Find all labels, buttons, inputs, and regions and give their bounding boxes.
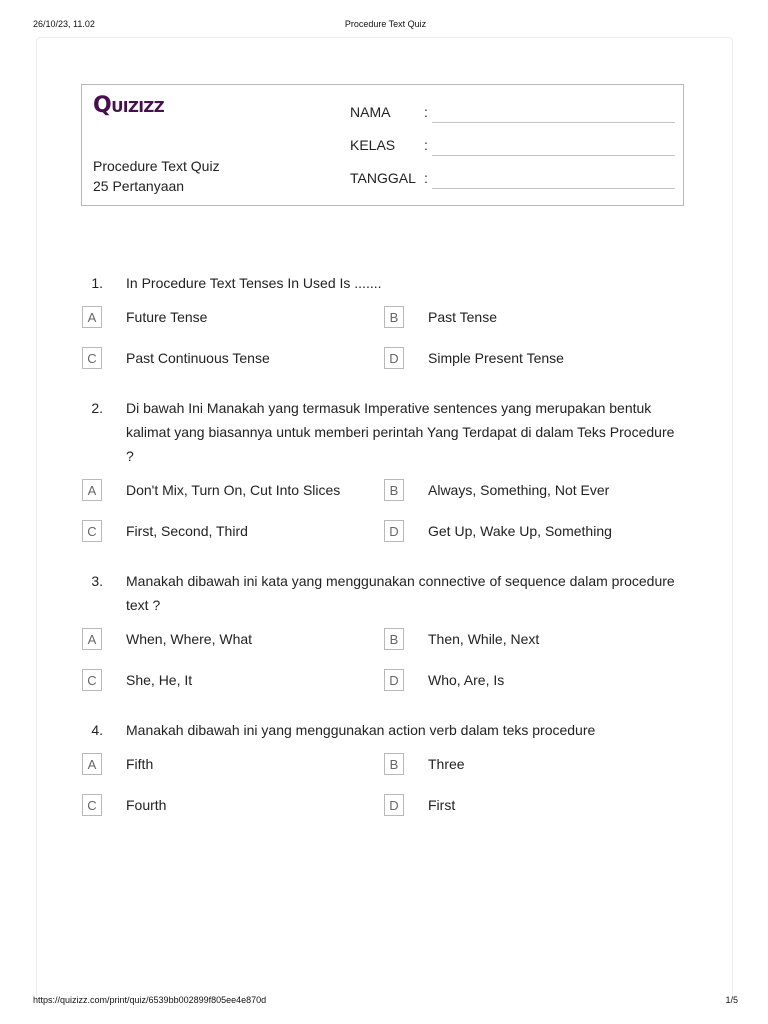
option-letter: A: [82, 628, 102, 650]
quiz-header-box: [81, 84, 684, 206]
date-line[interactable]: [432, 188, 675, 189]
option-letter: C: [82, 520, 102, 542]
option-a[interactable]: [81, 305, 371, 329]
option-text: She, He, It: [126, 672, 193, 688]
option-list: [81, 478, 691, 560]
option-row: [81, 668, 691, 709]
option-text: Don't Mix, Turn On, Cut Into Slices: [126, 482, 341, 498]
option-letter: B: [384, 628, 404, 650]
option-text: When, Where, What: [126, 631, 253, 647]
question-item: [81, 709, 691, 834]
option-text: Past Tense: [428, 309, 498, 325]
question-text: Manakah dibawah ini yang menggunakan action verb dalam teks procedure: [126, 722, 596, 738]
option-letter: A: [82, 479, 102, 501]
option-a[interactable]: [81, 478, 371, 502]
option-row: [81, 478, 691, 519]
option-row: [81, 305, 691, 346]
option-b[interactable]: [383, 305, 673, 329]
option-letter: B: [384, 753, 404, 775]
quiz-title: Procedure Text Quiz: [93, 158, 220, 174]
print-header: [33, 19, 738, 31]
date-label: TANGGAL: [350, 170, 416, 186]
question-text: In Procedure Text Tenses In Used Is .......: [126, 275, 382, 291]
option-text: Get Up, Wake Up, Something: [428, 523, 612, 539]
date-colon: :: [424, 170, 428, 186]
option-text: Past Continuous Tense: [126, 350, 270, 366]
option-letter: B: [384, 306, 404, 328]
print-url: https://quizizz.com/print/quiz/6539bb002899f805ee4e870d: [33, 995, 267, 1005]
option-text: Who, Are, Is: [428, 672, 505, 688]
option-d[interactable]: [383, 346, 673, 370]
option-letter: D: [384, 520, 404, 542]
class-field[interactable]: [350, 137, 675, 157]
option-c[interactable]: [81, 519, 371, 543]
question-header: [81, 262, 691, 295]
option-letter: C: [82, 794, 102, 816]
option-c[interactable]: [81, 793, 371, 817]
option-b[interactable]: [383, 627, 673, 651]
option-letter: D: [384, 347, 404, 369]
name-field[interactable]: [350, 104, 675, 124]
page-number: 1/5: [725, 995, 738, 1005]
option-text: Three: [428, 756, 465, 772]
name-colon: :: [424, 104, 428, 120]
question-item: [81, 262, 691, 387]
option-text: Fifth: [126, 756, 154, 772]
option-a[interactable]: [81, 752, 371, 776]
option-letter: B: [384, 479, 404, 501]
option-text: Fourth: [126, 797, 167, 813]
option-b[interactable]: [383, 478, 673, 502]
quizizz-logo: Quizizz: [93, 93, 165, 118]
option-row: [81, 346, 691, 387]
option-text: First, Second, Third: [126, 523, 248, 539]
print-title: Procedure Text Quiz: [344, 19, 427, 29]
option-text: Always, Something, Not Ever: [428, 482, 610, 498]
option-list: [81, 627, 691, 709]
question-number: 4.: [91, 722, 103, 738]
print-date: 26/10/23, 11.02: [33, 19, 95, 29]
question-number: 1.: [91, 275, 103, 291]
question-header: [81, 709, 691, 742]
question-count: 25 Pertanyaan: [93, 178, 185, 194]
option-c[interactable]: [81, 668, 371, 692]
option-letter: A: [82, 306, 102, 328]
option-letter: D: [384, 669, 404, 691]
option-letter: C: [82, 669, 102, 691]
question-text: Di bawah Ini Manakah yang termasuk Imperative sentences yang merupakan bentuk kalimat yang biasannya untuk memberi perintah Yang Terdapat di dalam Teks Procedure ?: [126, 400, 675, 464]
question-header: [81, 387, 691, 468]
option-a[interactable]: [81, 627, 371, 651]
option-d[interactable]: [383, 519, 673, 543]
date-field[interactable]: [350, 170, 675, 190]
class-colon: :: [424, 137, 428, 153]
option-row: [81, 752, 691, 793]
question-number: 3.: [91, 573, 103, 589]
question-list: [81, 262, 691, 834]
question-number: 2.: [91, 400, 103, 416]
option-b[interactable]: [383, 752, 673, 776]
question-item: [81, 560, 691, 709]
option-row: [81, 519, 691, 560]
question-item: [81, 387, 691, 560]
option-text: Then, While, Next: [428, 631, 540, 647]
class-line[interactable]: [432, 155, 675, 156]
option-text: First: [428, 797, 456, 813]
option-d[interactable]: [383, 793, 673, 817]
option-text: Future Tense: [126, 309, 208, 325]
class-label: KELAS: [350, 137, 396, 153]
option-d[interactable]: [383, 668, 673, 692]
option-text: Simple Present Tense: [428, 350, 564, 366]
name-line[interactable]: [432, 122, 675, 123]
question-text: Manakah dibawah ini kata yang menggunakan connective of sequence dalam procedure text ?: [126, 573, 675, 613]
option-letter: C: [82, 347, 102, 369]
option-list: [81, 752, 691, 834]
name-label: NAMA: [350, 104, 391, 120]
option-row: [81, 793, 691, 834]
option-c[interactable]: [81, 346, 371, 370]
option-list: [81, 305, 691, 387]
question-header: [81, 560, 691, 617]
option-row: [81, 627, 691, 668]
option-letter: A: [82, 753, 102, 775]
print-footer: [33, 995, 738, 1007]
option-letter: D: [384, 794, 404, 816]
